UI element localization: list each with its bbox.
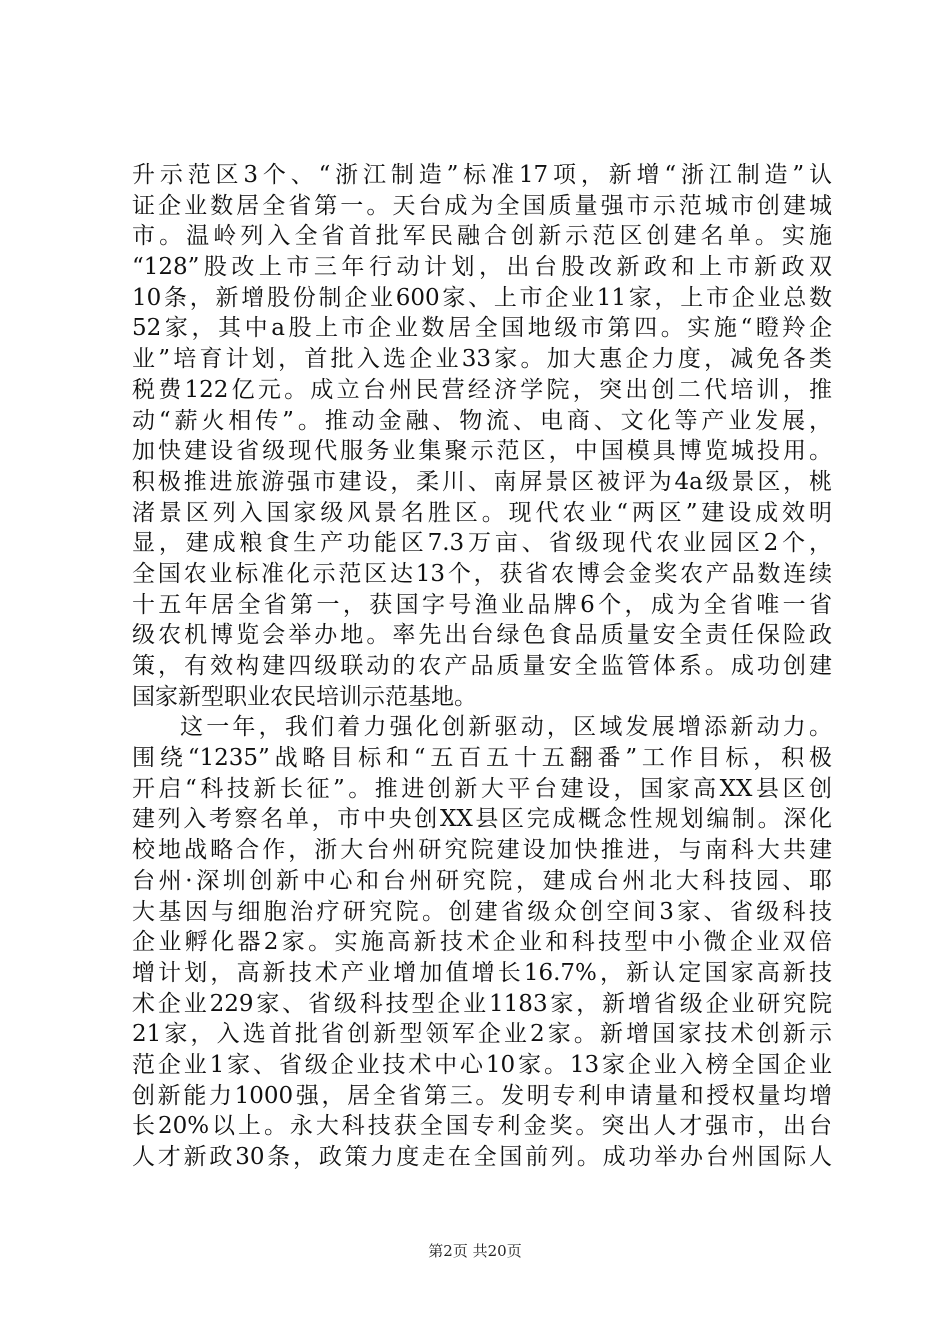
text-line: 校地战略合作，浙大台州研究院建设加快推进，与南科大共建 — [132, 837, 832, 864]
text-line: 开启“科技新长征”。推进创新大平台建设，国家高XX县区创 — [132, 775, 832, 802]
text-line: 21家，入选首批省创新型领军企业2家。新增国家技术创新示 — [132, 1021, 832, 1048]
text-line: 升示范区3个、“浙江制造”标准17项，新增“浙江制造”认 — [132, 162, 832, 188]
text-line: 增计划，高新技术产业增加值增长16.7%，新认定国家高新技 — [132, 959, 832, 986]
text-line: 证企业数居全省第一。天台成为全国质量强市示范城市创建城 — [132, 192, 832, 219]
text-line: 长20%以上。永大科技获全国专利金奖。突出人才强市，出台 — [132, 1113, 832, 1140]
text-line: 全国农业标准化示范区达13个，获省农博会金奖农产品数连续 — [132, 560, 832, 587]
text-line: 市。温岭列入全省首批军民融合创新示范区创建名单。实施 — [132, 223, 832, 250]
text-line: 大基因与细胞治疗研究院。创建省级众创空间3家、省级科技 — [132, 898, 832, 925]
text-line: 加快建设省级现代服务业集聚示范区，中国模具博览城投用。 — [132, 438, 832, 465]
text-line: 这一年，我们着力强化创新驱动，区域发展增添新动力。 — [180, 714, 832, 741]
text-line: 企业孵化器2家。实施高新技术企业和科技型中小微企业双倍 — [132, 929, 832, 956]
text-line: 级农机博览会举办地。率先出台绿色食品质量安全责任保险政 — [132, 622, 832, 649]
text-line: 渚景区列入国家级风景名胜区。现代农业“两区”建设成效明 — [132, 499, 832, 526]
text-line: 52家，其中a股上市企业数居全国地级市第四。实施“瞪羚企 — [132, 315, 832, 342]
text-line: 台州·深圳创新中心和台州研究院，建成台州北大科技园、耶 — [132, 867, 832, 894]
paragraph-2 — [132, 712, 832, 1172]
text-line: 十五年居全省第一，获国字号渔业品牌6个，成为全省唯一省 — [132, 591, 832, 618]
document-body — [132, 160, 832, 1173]
text-line: 10条，新增股份制企业600家、上市企业11家，上市企业总数 — [132, 284, 832, 311]
text-line: 业”培育计划，首批入选企业33家。加大惠企力度，减免各类 — [132, 346, 832, 373]
text-line: 围绕“1235”战略目标和“五百五十五翻番”工作目标，积极 — [132, 745, 832, 772]
text-line: “128”股改上市三年行动计划，出台股改新政和上市新政双 — [132, 254, 832, 281]
text-line: 动“薪火相传”。推动金融、物流、电商、文化等产业发展， — [132, 407, 832, 434]
text-line: 建列入考察名单，市中央创XX县区完成概念性规划编制。深化 — [132, 806, 832, 833]
text-line: 国家新型职业农民培训示范基地。 — [132, 683, 477, 710]
text-line: 积极推进旅游强市建设，柔川、南屏景区被评为4a级景区，桃 — [132, 468, 832, 495]
text-line: 策，有效构建四级联动的农产品质量安全监管体系。成功创建 — [132, 653, 832, 679]
page-number-footer: 第2页 共20页 — [428, 1242, 522, 1260]
paragraph-1 — [132, 160, 832, 712]
text-line: 术企业229家、省级科技型企业1183家，新增省级企业研究院 — [132, 990, 832, 1017]
text-line: 显，建成粮食生产功能区7.3万亩、省级现代农业园区2个， — [132, 530, 832, 557]
text-line: 创新能力1000强，居全省第三。发明专利申请量和授权量均增 — [132, 1082, 832, 1109]
text-line: 税费122亿元。成立台州民营经济学院，突出创二代培训，推 — [132, 376, 832, 403]
text-line: 人才新政30条，政策力度走在全国前列。成功举办台州国际人 — [132, 1144, 832, 1170]
text-line: 范企业1家、省级企业技术中心10家。13家企业入榜全国企业 — [132, 1051, 832, 1078]
